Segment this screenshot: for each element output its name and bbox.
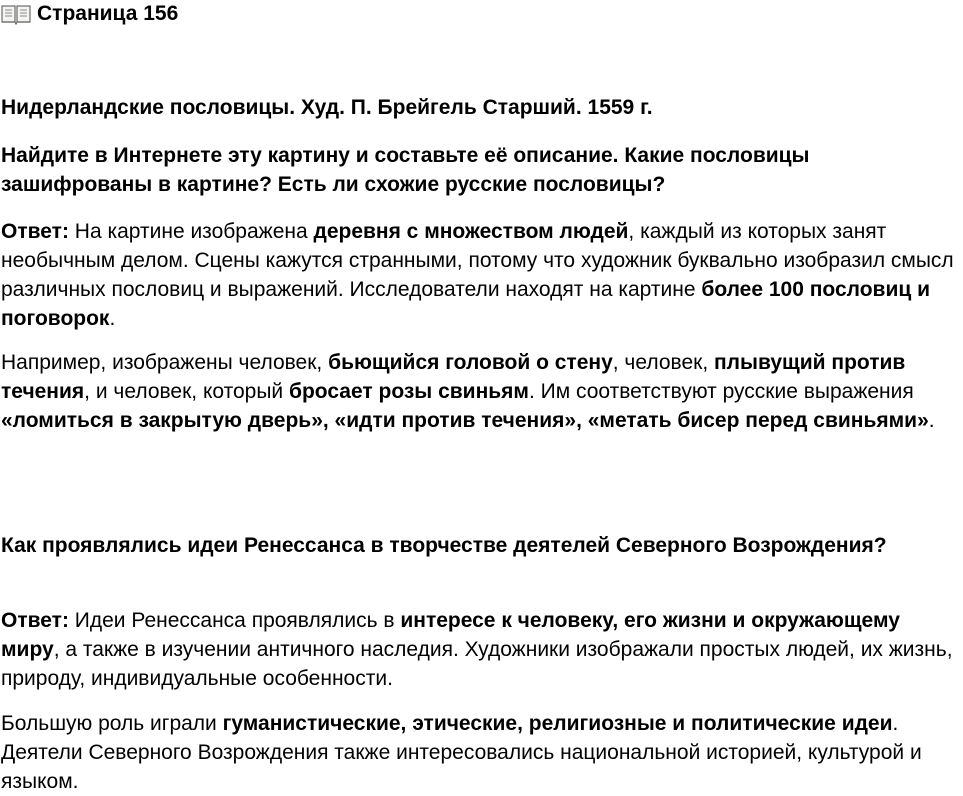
page-title: Страница 156 — [37, 2, 179, 25]
answer-paragraph-4 — [1, 709, 961, 796]
answer-text: . — [109, 307, 116, 330]
answer-text: Идеи Ренессанса проявлялись в — [68, 609, 401, 632]
answer-text: , а также в изучении античного наследия. Художники изображали простых людей, их жизнь, природу, индивидуальные особенности. — [1, 638, 953, 690]
answer-label: Ответ: — [1, 220, 69, 243]
answer-text: . Деятели Северного Возрождения также интересовались национальной историей, культурой и языком. — [1, 712, 922, 793]
answer-text: , каждый из которых занят необычным делом. Сцены кажутся странными, потому что художник буквально изобразил смысл различных пословиц и выражений. Исследователи находят на картине — [1, 220, 954, 301]
answer-label: Ответ: — [1, 609, 69, 632]
answer-text: , и человек, который — [84, 380, 289, 403]
answer-text: . — [928, 409, 935, 432]
answer-emphasis: бросает розы свиньям — [289, 380, 529, 403]
answer-emphasis: интересе к человеку, его жизни и окружающему миру — [1, 609, 900, 661]
answer-paragraph-3 — [1, 606, 961, 693]
answer-emphasis: деревня с множеством людей — [313, 220, 629, 243]
answer-text: . Им соответствуют русские выражения — [528, 380, 914, 403]
answer-emphasis: «ломиться в закрытую дверь», «идти против течения», «метать бисер перед свиньями» — [1, 409, 929, 432]
answer-emphasis: более 100 пословиц и поговорок — [1, 278, 931, 330]
answer-paragraph-2 — [1, 348, 961, 435]
answer-text: Большую роль играли — [1, 712, 223, 735]
open-book-icon — [1, 3, 31, 25]
task-question: Найдите в Интернете эту картину и составьте её описание. Какие пословицы зашифрованы в картине? Есть ли схожие русские пословицы? — [1, 144, 810, 196]
answer-emphasis: гуманистические, этические, религиозные и политические идеи — [222, 712, 893, 735]
answer-paragraph-1 — [1, 217, 961, 333]
answer-emphasis: бьющийся головой о стену — [328, 351, 613, 374]
page-header — [1, 0, 178, 28]
answer-text: , человек, — [612, 351, 714, 374]
section-question: Как проявлялись идеи Ренессанса в творчестве деятелей Северного Возрождения? — [1, 534, 887, 557]
answer-text: Например, изображены человек, — [1, 351, 329, 374]
image-caption: Нидерландские пословицы. Худ. П. Брейгель Старший. 1559 г. — [1, 96, 653, 119]
answer-emphasis: плывущий против течения — [1, 351, 906, 403]
answer-text: На картине изображена — [68, 220, 314, 243]
